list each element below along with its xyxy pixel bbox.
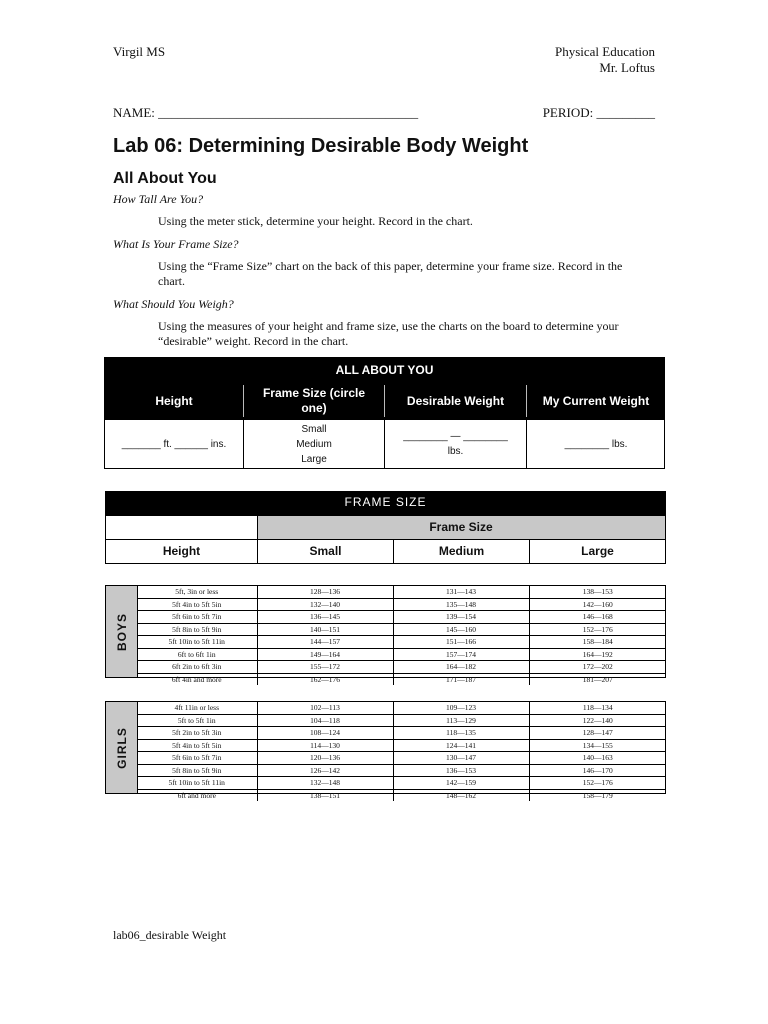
height-range-cell: 4ft 11in or less [137, 702, 257, 714]
girls-table-grid [137, 702, 666, 801]
weight-range-cell: 108—124 [257, 727, 393, 740]
height-range-cell: 5ft 4in to 5ft 5in [137, 598, 257, 611]
table-row [137, 673, 666, 685]
page-title: Lab 06: Determining Desirable Body Weight [113, 135, 529, 157]
height-range-cell: 6ft 2in to 6ft 3in [137, 661, 257, 674]
weight-range-cell: 109—123 [393, 702, 529, 714]
weight-range-cell: 152—176 [529, 777, 666, 790]
weight-range-cell: 142—159 [393, 777, 529, 790]
question-weigh: What Should You Weigh? [113, 297, 234, 311]
weight-range-cell: 135—148 [393, 598, 529, 611]
weight-range-cell: 124—141 [393, 739, 529, 752]
weight-range-cell: 157—174 [393, 648, 529, 661]
weight-range-cell: 140—151 [257, 623, 393, 636]
instruction-height: Using the meter stick, determine your height. Record in the chart. [158, 214, 473, 228]
department-info [555, 44, 655, 76]
table-row [137, 739, 666, 752]
weight-range-cell: 113—129 [393, 714, 529, 727]
table-row [137, 611, 666, 624]
weight-range-cell: 131—143 [393, 586, 529, 598]
girls-side-label: GIRLS [106, 702, 138, 793]
weight-range-cell: 172—202 [529, 661, 666, 674]
weight-range-cell: 138—151 [257, 789, 393, 801]
weight-range-cell: 118—135 [393, 727, 529, 740]
frame-size-subheader: Frame Size [257, 516, 665, 539]
all-about-you-table [104, 357, 665, 469]
column-large: Large [581, 544, 614, 558]
table-row [137, 586, 666, 598]
table-row [137, 623, 666, 636]
table-row [137, 752, 666, 765]
weight-range-cell: 136—153 [393, 764, 529, 777]
frame-option-large: Large [301, 453, 327, 465]
weight-range-cell: 104—118 [257, 714, 393, 727]
table-row [137, 789, 666, 801]
current-blank: ________ lbs. [564, 438, 628, 450]
desirable-weight-entry [385, 420, 526, 468]
weight-range-cell: 148—162 [393, 789, 529, 801]
weight-range-cell: 132—140 [257, 598, 393, 611]
desirable-unit: lbs. [447, 446, 464, 457]
weight-range-cell: 120—136 [257, 752, 393, 765]
boys-table-grid [137, 586, 666, 685]
question-frame-size: What Is Your Frame Size? [113, 237, 239, 251]
height-entry [105, 420, 243, 468]
height-range-cell: 6ft 4in and more [171, 674, 222, 684]
weight-range-cell: 146—168 [529, 611, 666, 624]
weight-range-cell: 181—207 [529, 673, 666, 685]
weight-range-cell: 149—164 [257, 648, 393, 661]
teacher-name: Mr. Loftus [599, 60, 655, 75]
header-frame-size: Frame Size (circle one) [262, 386, 366, 415]
height-range-cell: 5ft 10in to 5ft 11in [137, 777, 257, 790]
table-row [137, 727, 666, 740]
weight-range-cell: 171—187 [393, 673, 529, 685]
weight-range-cell: 142—160 [529, 598, 666, 611]
name-field: NAME: ________________________________________ [113, 105, 419, 120]
height-range-cell: 5ft 8in to 5ft 9in [137, 764, 257, 777]
frame-option-medium: Medium [296, 438, 332, 450]
height-range-cell: 6ft and more [177, 790, 216, 800]
weight-range-cell: 164—192 [529, 648, 666, 661]
weight-range-cell: 144—157 [257, 636, 393, 649]
column-height: Height [162, 544, 201, 558]
column-small: Small [309, 544, 342, 558]
section-heading: All About You [113, 170, 217, 187]
table-caption: FRAME SIZE [106, 492, 665, 516]
table-row [137, 661, 666, 674]
weight-range-cell: 118—134 [529, 702, 666, 714]
table-row [137, 777, 666, 790]
frame-size-table [105, 491, 666, 564]
weight-range-cell: 158—179 [529, 789, 666, 801]
frame-option-small: Small [301, 423, 327, 435]
table-row [137, 714, 666, 727]
weight-range-cell: 138—153 [529, 586, 666, 598]
height-range-cell: 5ft 6in to 5ft 7in [137, 611, 257, 624]
weight-range-cell: 155—172 [257, 661, 393, 674]
height-range-cell: 5ft 6in to 5ft 7in [137, 752, 257, 765]
weight-range-cell: 134—155 [529, 739, 666, 752]
weight-range-cell: 164—182 [393, 661, 529, 674]
height-range-cell: 5ft 4in to 5ft 5in [137, 739, 257, 752]
department-name: Physical Education [554, 44, 655, 59]
header-current-weight: My Current Weight [542, 393, 650, 408]
table-row [137, 636, 666, 649]
weight-range-cell: 136—145 [257, 611, 393, 624]
weight-range-cell: 128—147 [529, 727, 666, 740]
table-row [137, 648, 666, 661]
weight-range-cell: 130—147 [393, 752, 529, 765]
weight-range-cell: 114—130 [257, 739, 393, 752]
footer-filename: lab06_desirable Weight [113, 928, 227, 942]
instruction-frame-size: Using the “Frame Size” chart on the back of this paper, determine your frame size. Record in the chart. [158, 259, 623, 288]
boys-weight-table [105, 585, 666, 684]
desirable-blank: ________ — ________ [403, 431, 508, 442]
height-range-cell: 6ft to 6ft 1in [137, 648, 257, 661]
weight-range-cell: 140—163 [529, 752, 666, 765]
height-range-cell: 5ft 8in to 5ft 9in [137, 623, 257, 636]
header-desirable-weight: Desirable Weight [406, 393, 505, 408]
girls-weight-table [105, 701, 666, 800]
height-range-cell: 5ft 2in to 5ft 3in [137, 727, 257, 740]
weight-range-cell: 152—176 [529, 623, 666, 636]
question-height: How Tall Are You? [113, 192, 204, 206]
header-height: Height [155, 393, 193, 408]
weight-range-cell: 139—154 [393, 611, 529, 624]
weight-range-cell: 162—176 [257, 673, 393, 685]
weight-range-cell: 145—160 [393, 623, 529, 636]
period-field: PERIOD: _________ [542, 105, 655, 120]
frame-size-options [244, 420, 384, 468]
weight-range-cell: 128—136 [257, 586, 393, 598]
weight-range-cell: 158—184 [529, 636, 666, 649]
table-row [137, 598, 666, 611]
boys-side-label: BOYS [106, 586, 138, 677]
weight-range-cell: 151—166 [393, 636, 529, 649]
weight-range-cell: 146—170 [529, 764, 666, 777]
table-caption: ALL ABOUT YOU [105, 358, 664, 382]
height-blank: _______ ft. ______ ins. [121, 438, 227, 450]
current-weight-entry [527, 420, 665, 468]
column-medium: Medium [438, 544, 485, 558]
weight-range-cell: 122—140 [529, 714, 666, 727]
weight-range-cell: 126—142 [257, 764, 393, 777]
height-range-cell: 5ft, 3in or less [137, 586, 257, 598]
instruction-weigh: Using the measures of your height and frame size, use the charts on the board to determine your “desirable” weight. Record in the chart. [158, 319, 619, 348]
table-row [137, 764, 666, 777]
weight-range-cell: 132—148 [257, 777, 393, 790]
height-range-cell: 5ft 10in to 5ft 11in [137, 636, 257, 649]
table-row [137, 702, 666, 714]
weight-range-cell: 102—113 [257, 702, 393, 714]
height-range-cell: 5ft to 5ft 1in [137, 714, 257, 727]
school-name: Virgil MS [113, 44, 166, 59]
